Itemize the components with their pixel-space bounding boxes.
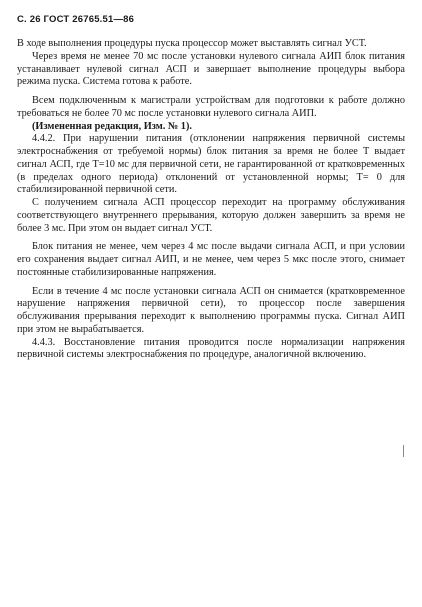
paragraph-4-4-2: 4.4.2. При нарушении питания (отклонении напряжения первичной системы электроснабжения от требуемой нормы) блок питания за время не более T выдает сигнал АСП, где T=10 мс для первичной сети, не гарантированной от кратковременных (в пределах одного периода) отклонений от установленной нормы; T= 0 для стабилизированной первичной сети. [17, 133, 405, 196]
paragraph-3: Всем подключенным к магистрали устройствам для подготовки к работе должно требоваться не более 70 мс после установки нулевого сигнала АИП. [17, 95, 405, 119]
scan-mark [403, 445, 404, 457]
paragraph-6: Блок питания не менее, чем через 4 мс после выдачи сигнала АСП, и при условии его сохранения выдает сигнал АИП, и не менее, чем через 5 мкс после этого, снимает постоянные стабилизированные напряжения. [17, 241, 405, 278]
revision-note: (Измененная редакция, Изм. № 1). [32, 120, 192, 132]
document-body [17, 38, 405, 362]
paragraph-1: В ходе выполнения процедуры пуска процессор может выставлять сигнал УСТ. [17, 38, 367, 49]
page-header: С. 26 ГОСТ 26765.51—86 [17, 14, 135, 25]
paragraph-7: Если в течение 4 мс после установки сигнала АСП он снимается (кратковременное нарушение напряжения первичной сети), то процессор после завершения обслуживания прерывания переходит к выполнению программы пуска. Сигнал АИП при этом не вырабатывается. [17, 285, 405, 335]
paragraph-2: Через время не менее 70 мс после установки нулевого сигнала АИП блок питания устанавливает нулевой сигнал АСП и завершает выполнение процедуры выбора режима пуска. Система готова к работе. [17, 50, 405, 88]
paragraph-5: С получением сигнала АСП процессор переходит на программу обслуживания соответствующего внутреннего прерывания, которую должен завершить за время не более 3 мс. При этом он выдает сигнал УСТ. [17, 197, 405, 234]
paragraph-4-4-3: 4.4.3. Восстановление питания проводится после нормализации напряжения первичной системы электроснабжения по процедуре, аналогичной включению. [17, 336, 405, 361]
